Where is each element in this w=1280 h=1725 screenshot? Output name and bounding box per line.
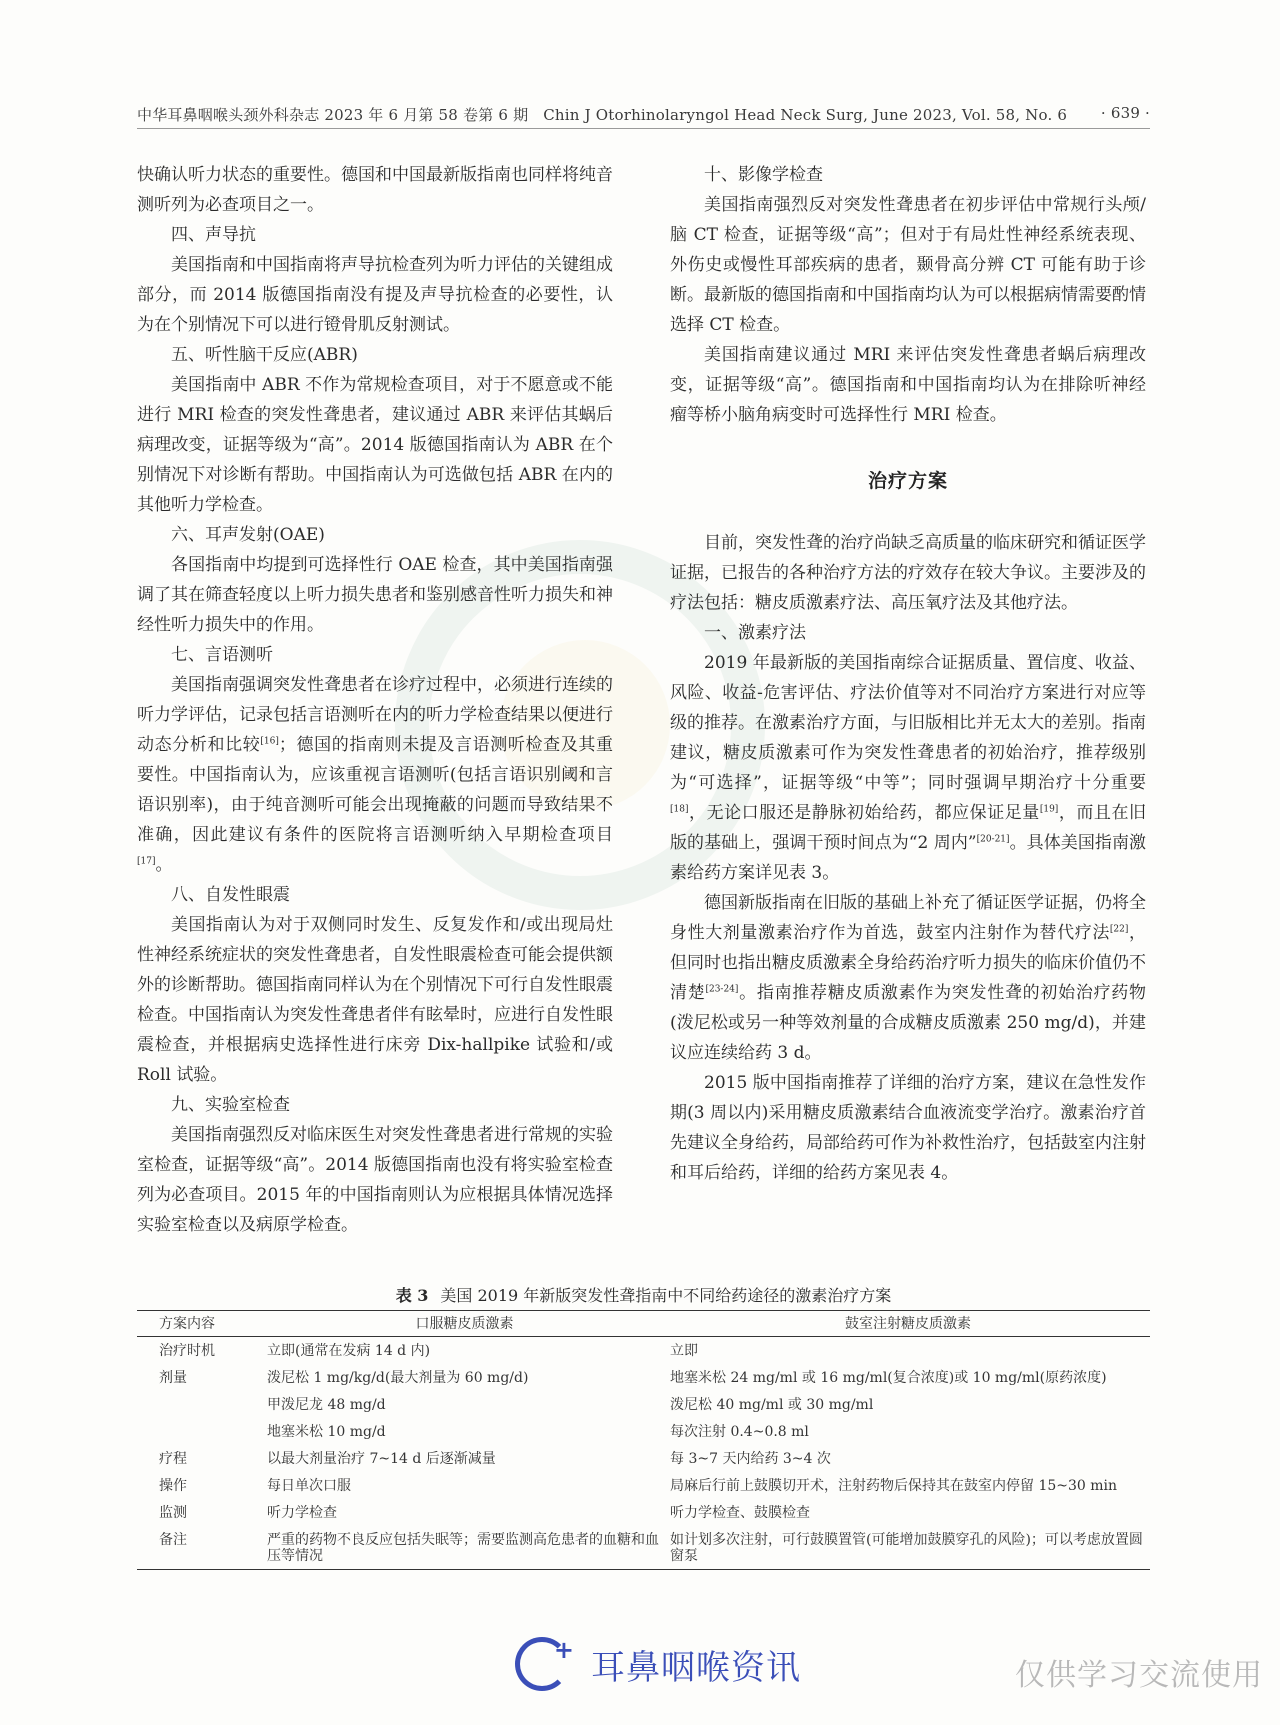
paragraph: 2015 版中国指南推荐了详细的治疗方案，建议在急性发作期(3 周以内)采用糖皮质激素结合血液流变学治疗。激素治疗首先建议全身给药，局部给药可作为补救性治疗，包括鼓室内注射和耳后给药，详细的给药方案见表 4。 — [670, 1073, 1146, 1183]
paragraph: 美国指南强调突发性聋患者在诊疗过程中，必须进行连续的听力学评估，记录包括言语测听在内的听力学检查结果以便进行动态分析和比较[16]；德国的指南则未提及言语测听检查及其重要性。中国指南认为，应该重视言语测听(包括言语识别阈和言语识别率)，由于纯音测听可能会出现掩蔽的问题而导致结果不准确，因此建议有条件的医院将言语测听纳入早期检查项目[17]。 — [137, 675, 614, 875]
paragraph: 美国指南认为对于双侧同时发生、反复发作和/或出现局灶性神经系统症状的突发性聋患者，自发性眼震检查可能会提供额外的诊断帮助。德国指南同样认为在个别情况下可行自发性眼震检查。中国指南认为突发性聋患者伴有眩晕时，应进行自发性眼震检查，并根据病史选择性进行床旁 Dix-hallpike 试验和/或 Roll 试验。 — [137, 915, 613, 1085]
table-cell: 地塞米松 10 mg/d — [267, 1424, 386, 1440]
table-cell: 泼尼松 1 mg/kg/d(最大剂量为 60 mg/d) — [267, 1370, 529, 1386]
table-row — [137, 1526, 1150, 1570]
subheading-acoustic-immittance: 四、声导抗 — [171, 225, 256, 245]
table-cell: 剂量 — [159, 1370, 187, 1386]
citation-ref[interactable]: [19] — [1039, 804, 1059, 815]
paragraph: 美国指南强烈反对临床医生对突发性聋患者进行常规的实验室检查，证据等级“高”。2014 版德国指南也没有将实验室检查列为必查项目。2015 年的中国指南则认为应根据具体情况选择实验室检查以及病原学检查。 — [137, 1125, 613, 1235]
subheading-abr: 五、听性脑干反应(ABR) — [171, 345, 358, 365]
table-cell: 每 3~7 天内给药 3~4 次 — [670, 1451, 831, 1467]
citation-ref[interactable]: [22] — [1109, 924, 1129, 935]
paragraph: 美国指南中 ABR 不作为常规检查项目，对于不愿意或不能进行 MRI 检查的突发性聋患者，建议通过 ABR 来评估其蜗后病理改变，证据等级为“高”。2014 版德国指南认为 ABR 在个别情况下对诊断有帮助。中国指南认为可选做包括 ABR 在内的其他听力学检查。 — [137, 375, 613, 515]
table-cell: 治疗时机 — [159, 1343, 215, 1359]
paragraph: 美国指南和中国指南将声导抗检查列为听力评估的关键组成部分，而 2014 版德国指南没有提及声导抗检查的必要性，认为在个别情况下可以进行镫骨肌反射测试。 — [137, 255, 613, 335]
table-row — [137, 1499, 1150, 1526]
subheading-nystagmus: 八、自发性眼震 — [171, 885, 290, 905]
table-cell: 听力学检查 — [267, 1505, 337, 1521]
table-caption — [137, 1283, 1150, 1306]
footer-brand-logo — [515, 1634, 801, 1694]
subheading-speech-audiometry: 七、言语测听 — [171, 645, 273, 665]
paragraph: 德国新版指南在旧版的基础上补充了循证医学证据，仍将全身性大剂量激素治疗作为首选，鼓室内注射作为替代疗法[22]，但同时也指出糖皮质激素全身给药治疗听力损失的临床价值仍不清楚[23-24]。指南推荐糖皮质激素作为突发性聋的初始治疗药物(泼尼松或另一种等效剂量的合成糖皮质激素 250 mg/d)，并建议应连续给药 3 d。 — [670, 893, 1147, 1063]
table-label: 表 3 — [395, 1286, 429, 1305]
table-cell: 地塞米松 24 mg/ml 或 16 mg/ml(复合浓度)或 10 mg/ml(原药浓度) — [670, 1370, 1107, 1386]
brand-logo-icon — [515, 1636, 574, 1691]
table-row — [137, 1472, 1150, 1499]
table-row — [137, 1391, 1150, 1418]
table-title: 美国 2019 年新版突发性聋指南中不同给药途径的激素治疗方案 — [440, 1286, 892, 1305]
table-cell: 每日单次口服 — [267, 1478, 351, 1494]
table-cell: 立即(通常在发病 14 d 内) — [267, 1343, 431, 1359]
right-column — [670, 160, 1146, 1188]
table-cell: 备注 — [159, 1532, 187, 1548]
citation-ref[interactable]: [16] — [260, 736, 279, 747]
citation-ref[interactable]: [23-24] — [705, 984, 739, 995]
left-column — [137, 160, 613, 1240]
paragraph: 快确认听力状态的重要性。德国和中国最新版指南也同样将纯音测听列为必查项目之一。 — [137, 165, 613, 215]
table-cell — [137, 1391, 263, 1418]
subheading-steroid-therapy: 一、激素疗法 — [704, 623, 806, 643]
journal-citation-en: Chin J Otorhinolaryngol Head Neck Surg, June 2023, Vol. 58, No. 6 — [543, 106, 1068, 124]
table-cell: 监测 — [159, 1505, 187, 1521]
section-title-treatment: 治疗方案 — [867, 470, 948, 492]
table-cell: 如计划多次注射，可行鼓膜置管(可能增加鼓膜穿孔的风险)；可以考虑放置圆窗泵 — [670, 1532, 1143, 1564]
table-cell: 听力学检查、鼓膜检查 — [670, 1505, 810, 1521]
table-row — [137, 1445, 1150, 1472]
subheading-lab-tests: 九、实验室检查 — [171, 1095, 290, 1115]
table-cell: 操作 — [159, 1478, 187, 1494]
table-row — [137, 1418, 1150, 1445]
subheading-oae: 六、耳声发射(OAE) — [171, 525, 325, 545]
journal-citation-cn: 中华耳鼻咽喉头颈外科杂志 2023 年 6 月第 58 卷第 6 期 Chin J Otorhinolaryngol Head Neck Surg, June 2023, Vol. 58, No. 6 — [137, 106, 1068, 124]
paragraph: 目前，突发性聋的治疗尚缺乏高质量的临床研究和循证医学证据，已报告的各种治疗方法的疗效存在较大争议。主要涉及的疗法包括：糖皮质激素疗法、高压氧疗法及其他疗法。 — [670, 533, 1146, 613]
citation-ref[interactable]: [20-21] — [976, 834, 1010, 845]
table-cell: 每次注射 0.4~0.8 ml — [670, 1424, 809, 1440]
page-number: · 639 · — [1100, 104, 1150, 122]
citation-ref[interactable]: [18] — [670, 804, 689, 815]
table-row — [137, 1337, 1150, 1365]
column-header: 鼓室注射糖皮质激素 — [845, 1316, 971, 1332]
usage-note: 仅供学习交流使用 — [1015, 1658, 1263, 1693]
table-cell: 疗程 — [159, 1451, 187, 1467]
citation-ref[interactable]: [17] — [137, 856, 156, 867]
column-header: 方案内容 — [159, 1316, 215, 1332]
paragraph: 各国指南中均提到可选择性行 OAE 检查，其中美国指南强调了其在筛查轻度以上听力损失患者和鉴别感音性听力损失和神经性听力损失中的作用。 — [137, 555, 613, 635]
column-header: 口服糖皮质激素 — [415, 1316, 514, 1332]
running-header — [137, 102, 1150, 129]
table-cell: 局麻后行前上鼓膜切开术，注射药物后保持其在鼓室内停留 15~30 min — [670, 1478, 1118, 1494]
paragraph: 2019 年最新版的美国指南综合证据质量、置信度、收益、风险、收益-危害评估、疗法价值等对不同治疗方案进行对应等级的推荐。在激素治疗方面，与旧版相比并无太大的差别。指南建议，糖皮质激素可作为突发性聋患者的初始治疗，推荐级别为“可选择”，证据等级“中等”；同时强调早期治疗十分重要[18]，无论口服还是静脉初始给药，都应保证足量[19]，而且在旧版的基础上，强调干预时间点为“2 周内”[20-21]。具体美国指南激素给药方案详见表 3。 — [670, 653, 1147, 883]
table-cell: 甲泼尼龙 48 mg/d — [267, 1397, 386, 1413]
paragraph: 美国指南建议通过 MRI 来评估突发性聋患者蜗后病理改变，证据等级“高”。德国指南和中国指南均认为在排除听神经瘤等桥小脑角病变时可选择性行 MRI 检查。 — [670, 345, 1146, 425]
brand-name: 耳鼻咽喉资讯 — [591, 1647, 801, 1688]
paragraph: 美国指南强烈反对突发性聋患者在初步评估中常规行头颅/脑 CT 检查，证据等级“高”；但对于有局灶性神经系统表现、外伤史或慢性耳部疾病的患者，颞骨高分辨 CT 可能有助于诊断。最新版的德国指南和中国指南均认为可以根据病情需要酌情选择 CT 检查。 — [670, 195, 1146, 335]
steroid-regimen-table — [137, 1310, 1150, 1570]
table-cell: 严重的药物不良反应包括失眠等；需要监测高危患者的血糖和血压等情况 — [267, 1532, 659, 1564]
table-cell: 泼尼松 40 mg/ml 或 30 mg/ml — [670, 1397, 874, 1413]
table-cell — [137, 1418, 263, 1445]
subheading-imaging: 十、影像学检查 — [704, 165, 823, 185]
table-header-row — [137, 1311, 1150, 1337]
plus-icon: + — [553, 1636, 574, 1664]
table-cell: 以最大剂量治疗 7~14 d 后逐渐减量 — [267, 1451, 496, 1467]
table-cell: 立即 — [670, 1343, 698, 1359]
table-row — [137, 1364, 1150, 1391]
